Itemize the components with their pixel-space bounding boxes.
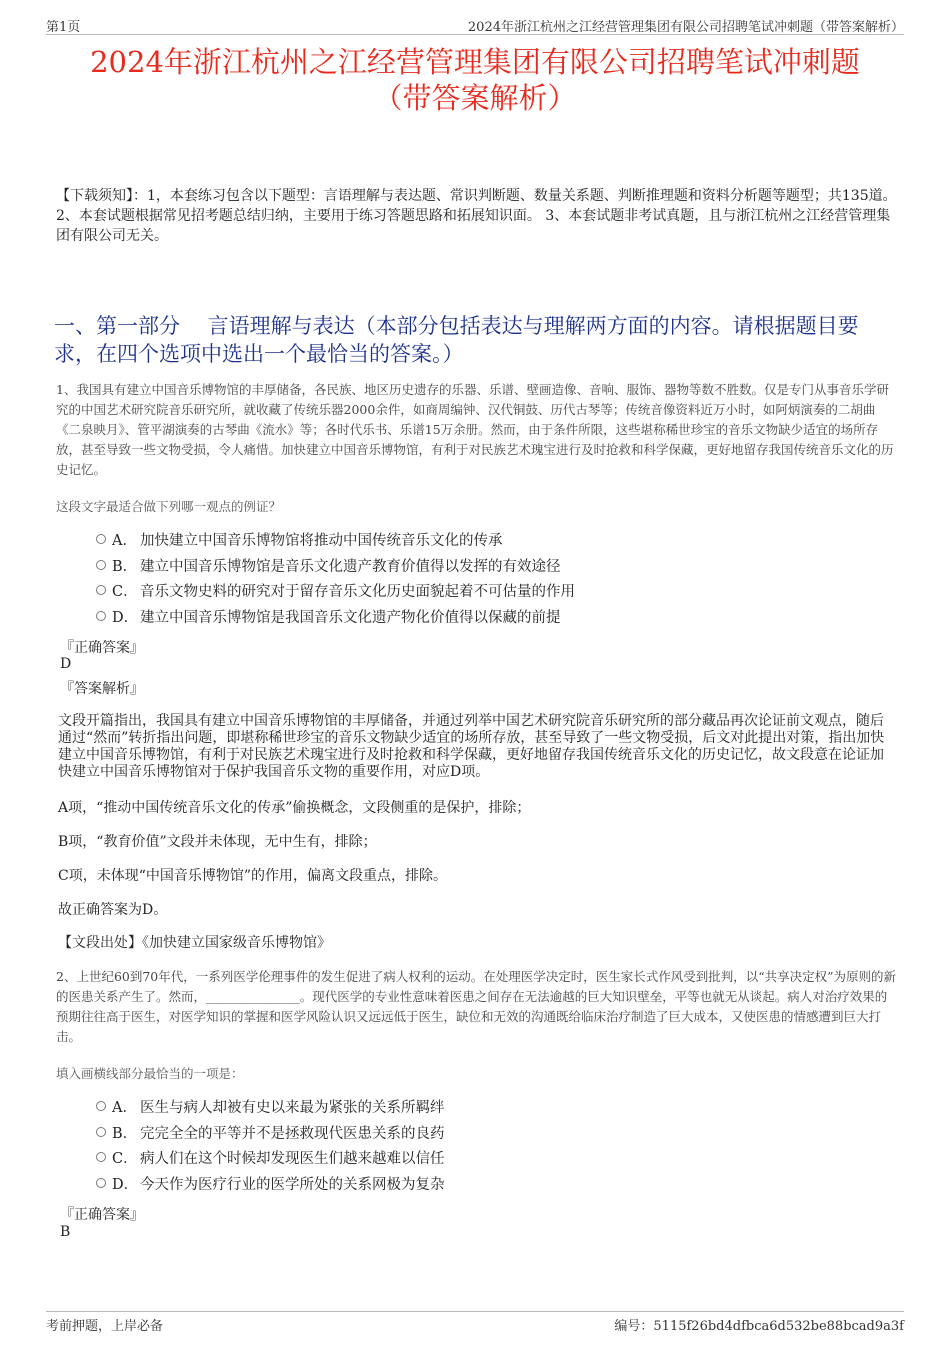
answer-label: 『正确答案』 [60, 1207, 144, 1223]
download-notice: 【下载须知】：1，本套练习包含以下题型：言语理解与表达题、常识判断题、数量关系题、判断推理题和资料分析题等题型；共135道。 2、本套试题根据常见招考题总结归纳，主要用于练习答题思路和拓展知识面。 3、本套试题非考试真题，且与浙江杭州之江经营管理集团有限公司无关。 [56, 188, 897, 244]
title-line-1: 2024年浙江杭州之江经营管理集团有限公司招聘笔试冲刺题 [90, 45, 860, 79]
text-source: 【文段出处】《加快建立国家级音乐博物馆》 [58, 935, 331, 951]
radio-icon[interactable] [96, 1101, 106, 1111]
header-doc-title: 2024年浙江杭州之江经营管理集团有限公司招聘笔试冲刺题（带答案解析） [467, 20, 904, 35]
analysis-option-a: A项，“推动中国传统音乐文化的传承”偷换概念，文段侧重的是保护，排除； [58, 800, 531, 816]
question-2-options [96, 1096, 445, 1198]
radio-icon[interactable] [96, 585, 106, 595]
radio-icon[interactable] [96, 534, 106, 544]
answer-value: D [60, 656, 72, 672]
analysis-option-c: C项，未体现“中国音乐博物馆”的作用，偏离文段重点，排除。 [58, 868, 448, 884]
radio-icon[interactable] [96, 560, 106, 570]
analysis-paragraph: 文段开篇指出，我国具有建立中国音乐博物馆的丰厚储备，并通过列举中国艺术研究院音乐研究所的部分藏品再次论证前文观点，随后通过“然而”转折指出问题，即堪称稀世珍宝的音乐文物缺少适宜的场所存放，甚至导致了一些文物受损，后文对此提出对策，指出加快建立中国音乐博物馆，有利于对民族艺术瑰宝进行及时抢救和科学保藏，更好地留存我国传统音乐文化的历史记忆，故文段意在论证加快建立中国音乐博物馆对于保护我国音乐文物的重要作用，对应D项。 [58, 713, 885, 780]
answer-value: B [60, 1224, 71, 1240]
page-footer [46, 1311, 904, 1332]
radio-icon[interactable] [96, 1127, 106, 1137]
answer-label: 『正确答案』 [60, 640, 144, 656]
option-b[interactable]: B． 建立中国音乐博物馆是音乐文化遗产教育价值得以发挥的有效途径 [96, 555, 575, 581]
section-heading: 一、第一部分 言语理解与表达（本部分包括表达与理解两方面的内容。请根据题目要求，在四个选项中选出一个最恰当的答案。） [54, 314, 859, 366]
footer-slogan: 考前押题，上岸必备 [46, 1319, 164, 1334]
analysis-label: 『答案解析』 [60, 681, 144, 697]
radio-icon[interactable] [96, 1178, 106, 1188]
question-1-prompt: 这段文字最适合做下列哪一观点的例证？ [56, 499, 282, 514]
question-1-options [96, 529, 575, 631]
title-line-2: （带答案解析） [373, 81, 577, 115]
option-c[interactable]: C． 音乐文物史料的研究对于留存音乐文化历史面貌起着不可估量的作用 [96, 580, 575, 606]
analysis-option-b: B项，“教育价值”文段并未体现，无中生有，排除； [58, 834, 377, 850]
option-c[interactable]: C． 病人们在这个时候却发现医生们越来越难以信任 [96, 1147, 445, 1173]
footer-code: 编号：5115f26bd4dfbca6d532be88bcad9a3f [614, 1319, 904, 1334]
radio-icon[interactable] [96, 1152, 106, 1162]
option-d[interactable]: D． 今天作为医疗行业的医学所处的关系网极为复杂 [96, 1173, 445, 1199]
option-b[interactable]: B． 完完全全的平等并不是拯救现代医患关系的良药 [96, 1122, 445, 1148]
question-2-prompt: 填入画横线部分最恰当的一项是： [56, 1066, 244, 1081]
question-2-text: 2、上世纪60到70年代，一系列医学伦理事件的发生促进了病人权利的运动。在处理医学决定时，医生家长式作风受到批判，以“共享决定权”为原则的新的医患关系产生了。然而，_______________。现代医学的专业性意味着医患之间存在无法逾越的巨大知识壁垒，平等也就无从谈起。病人对治疗效果的预期往往高于医生，对医学知识的掌握和医学风险认识又远远低于医生，缺位和无效的沟通既给临床治疗制造了巨大成本，又使医患的情感遭到巨大打击。 [56, 969, 897, 1044]
option-a[interactable]: A． 医生与病人却被有史以来最为紧张的关系所羁绊 [96, 1096, 445, 1122]
option-d[interactable]: D． 建立中国音乐博物馆是我国音乐文化遗产物化价值得以保藏的前提 [96, 606, 575, 632]
radio-icon[interactable] [96, 611, 106, 621]
page-header [46, 16, 904, 35]
page-title [40, 44, 910, 116]
page-number: 第1页 [46, 20, 81, 35]
question-1-text: 1、我国具有建立中国音乐博物馆的丰厚储备，各民族、地区历史遗存的乐器、乐谱、壁画造像、音响、服饰、器物等数不胜数。仅是专门从事音乐学研究的中国艺术研究院音乐研究所，就收藏了传统乐器2000余件，如商周编钟、汉代铜鼓、历代古琴等；传统音像资料近万小时，如阿炳演奏的二胡曲《二泉映月》、管平湖演奏的古琴曲《流水》等；各时代乐书、乐谱15万余册。然而，由于条件所限，这些堪称稀世珍宝的音乐文物缺少适宜的场所存放，甚至导致一些文物受损，令人痛惜。加快建立中国音乐博物馆，有利于对民族艺术瑰宝进行及时抢救和科学保藏，更好地留存我国传统音乐文化的历史记忆。 [56, 382, 894, 477]
analysis-conclusion: 故正确答案为D。 [58, 902, 168, 918]
option-a[interactable]: A． 加快建立中国音乐博物馆将推动中国传统音乐文化的传承 [96, 529, 575, 555]
